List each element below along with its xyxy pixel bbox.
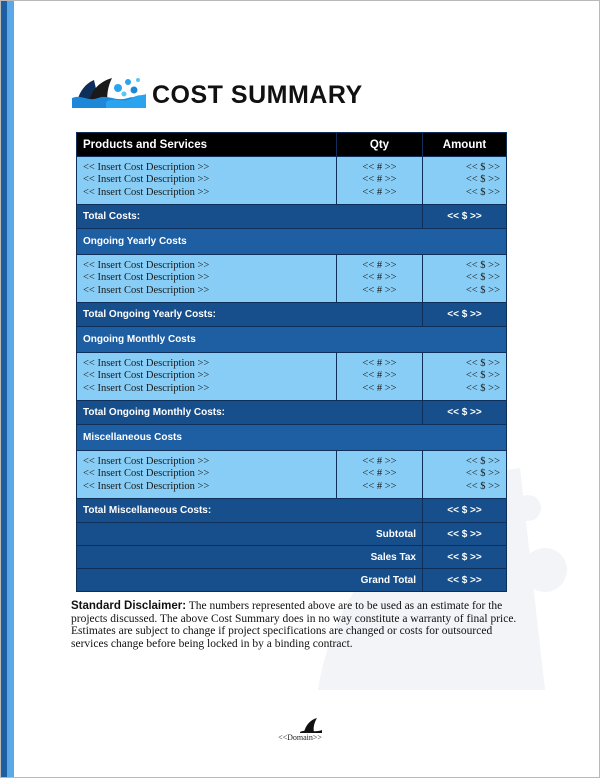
description-cell — [77, 353, 337, 401]
qty-value: << # >> — [362, 455, 397, 467]
qty-value: << # >> — [362, 284, 397, 296]
qty-value: << # >> — [362, 186, 397, 198]
section-heading-row — [77, 425, 507, 451]
qty-cell — [337, 451, 423, 499]
amount-value: << $ >> — [465, 370, 500, 382]
total-value: << $ >> — [423, 205, 507, 229]
standard-disclaimer — [71, 600, 519, 650]
description-cell — [77, 451, 337, 499]
amount-value: << $ >> — [465, 382, 500, 394]
total-value: << $ >> — [423, 499, 507, 523]
amount-value: << $ >> — [465, 174, 500, 186]
cost-description: << Insert Cost Description >> — [83, 161, 210, 173]
disclaimer-text: The numbers represented above are to be used as an estimate for the projects discussed. The above Cost Summary does in no way constitute a warranty of final price. Estimates are subject to change if project specifications are changed or costs for outsourced services change before being locked in by a binding contract. — [71, 600, 517, 650]
amount-cell — [423, 157, 507, 205]
total-row — [77, 401, 507, 425]
cost-description: << Insert Cost Description >> — [83, 382, 210, 394]
amount-cell — [423, 353, 507, 401]
qty-cell — [337, 353, 423, 401]
total-value: << $ >> — [423, 401, 507, 425]
amount-value: << $ >> — [465, 468, 500, 480]
total-label: Total Costs: — [77, 205, 423, 229]
cost-description: << Insert Cost Description >> — [83, 468, 210, 480]
shark-fin-footer-icon — [298, 717, 324, 733]
description-cell — [77, 157, 337, 205]
section-heading-row — [77, 327, 507, 353]
sales-tax-row — [77, 546, 507, 569]
amount-cell — [423, 451, 507, 499]
disclaimer-label: Standard Disclaimer: — [71, 600, 187, 612]
page-title: COST SUMMARY — [152, 81, 363, 109]
qty-cell — [337, 255, 423, 303]
total-row — [77, 205, 507, 229]
table-row — [77, 255, 507, 303]
grand-total-value: << $ >> — [423, 569, 507, 592]
qty-value: << # >> — [362, 357, 397, 369]
section-heading: Ongoing Yearly Costs — [77, 229, 507, 255]
total-row — [77, 499, 507, 523]
table-row — [77, 353, 507, 401]
subtotal-value: << $ >> — [423, 523, 507, 546]
cost-description: << Insert Cost Description >> — [83, 357, 210, 369]
cost-description: << Insert Cost Description >> — [83, 480, 210, 492]
cost-description: << Insert Cost Description >> — [83, 370, 210, 382]
cost-description: << Insert Cost Description >> — [83, 174, 210, 186]
cost-description: << Insert Cost Description >> — [83, 186, 210, 198]
amount-value: << $ >> — [465, 259, 500, 271]
sales-tax-value: << $ >> — [423, 546, 507, 569]
column-header-products: Products and Services — [77, 133, 337, 157]
column-header-amount: Amount — [423, 133, 507, 157]
qty-value: << # >> — [362, 382, 397, 394]
amount-value: << $ >> — [465, 161, 500, 173]
qty-value: << # >> — [362, 259, 397, 271]
amount-value: << $ >> — [465, 272, 500, 284]
cost-description: << Insert Cost Description >> — [83, 455, 210, 467]
amount-value: << $ >> — [465, 186, 500, 198]
qty-cell — [337, 157, 423, 205]
amount-cell — [423, 255, 507, 303]
cost-summary-table — [76, 132, 507, 592]
grand-total-row — [77, 569, 507, 592]
amount-value: << $ >> — [465, 357, 500, 369]
grand-total-label: Grand Total — [77, 569, 423, 592]
description-cell — [77, 255, 337, 303]
cost-description: << Insert Cost Description >> — [83, 259, 210, 271]
qty-value: << # >> — [362, 370, 397, 382]
section-heading: Ongoing Monthly Costs — [77, 327, 507, 353]
total-label: Total Ongoing Yearly Costs: — [77, 303, 423, 327]
section-heading-row — [77, 229, 507, 255]
cost-description: << Insert Cost Description >> — [83, 284, 210, 296]
table-row — [77, 451, 507, 499]
total-label: Total Miscellaneous Costs: — [77, 499, 423, 523]
qty-value: << # >> — [362, 480, 397, 492]
total-value: << $ >> — [423, 303, 507, 327]
subtotal-label: Subtotal — [77, 523, 423, 546]
qty-value: << # >> — [362, 161, 397, 173]
qty-value: << # >> — [362, 174, 397, 186]
sales-tax-label: Sales Tax — [77, 546, 423, 569]
table-row — [77, 157, 507, 205]
total-row — [77, 303, 507, 327]
section-heading: Miscellaneous Costs — [77, 425, 507, 451]
total-label: Total Ongoing Monthly Costs: — [77, 401, 423, 425]
amount-value: << $ >> — [465, 455, 500, 467]
amount-value: << $ >> — [465, 284, 500, 296]
qty-value: << # >> — [362, 468, 397, 480]
amount-value: << $ >> — [465, 480, 500, 492]
column-header-qty: Qty — [337, 133, 423, 157]
footer-domain: <<Domain>> — [278, 733, 322, 742]
table-header-row — [77, 133, 507, 157]
qty-value: << # >> — [362, 272, 397, 284]
shark-fin-logo-icon — [72, 72, 148, 108]
subtotal-row — [77, 523, 507, 546]
cost-description: << Insert Cost Description >> — [83, 272, 210, 284]
